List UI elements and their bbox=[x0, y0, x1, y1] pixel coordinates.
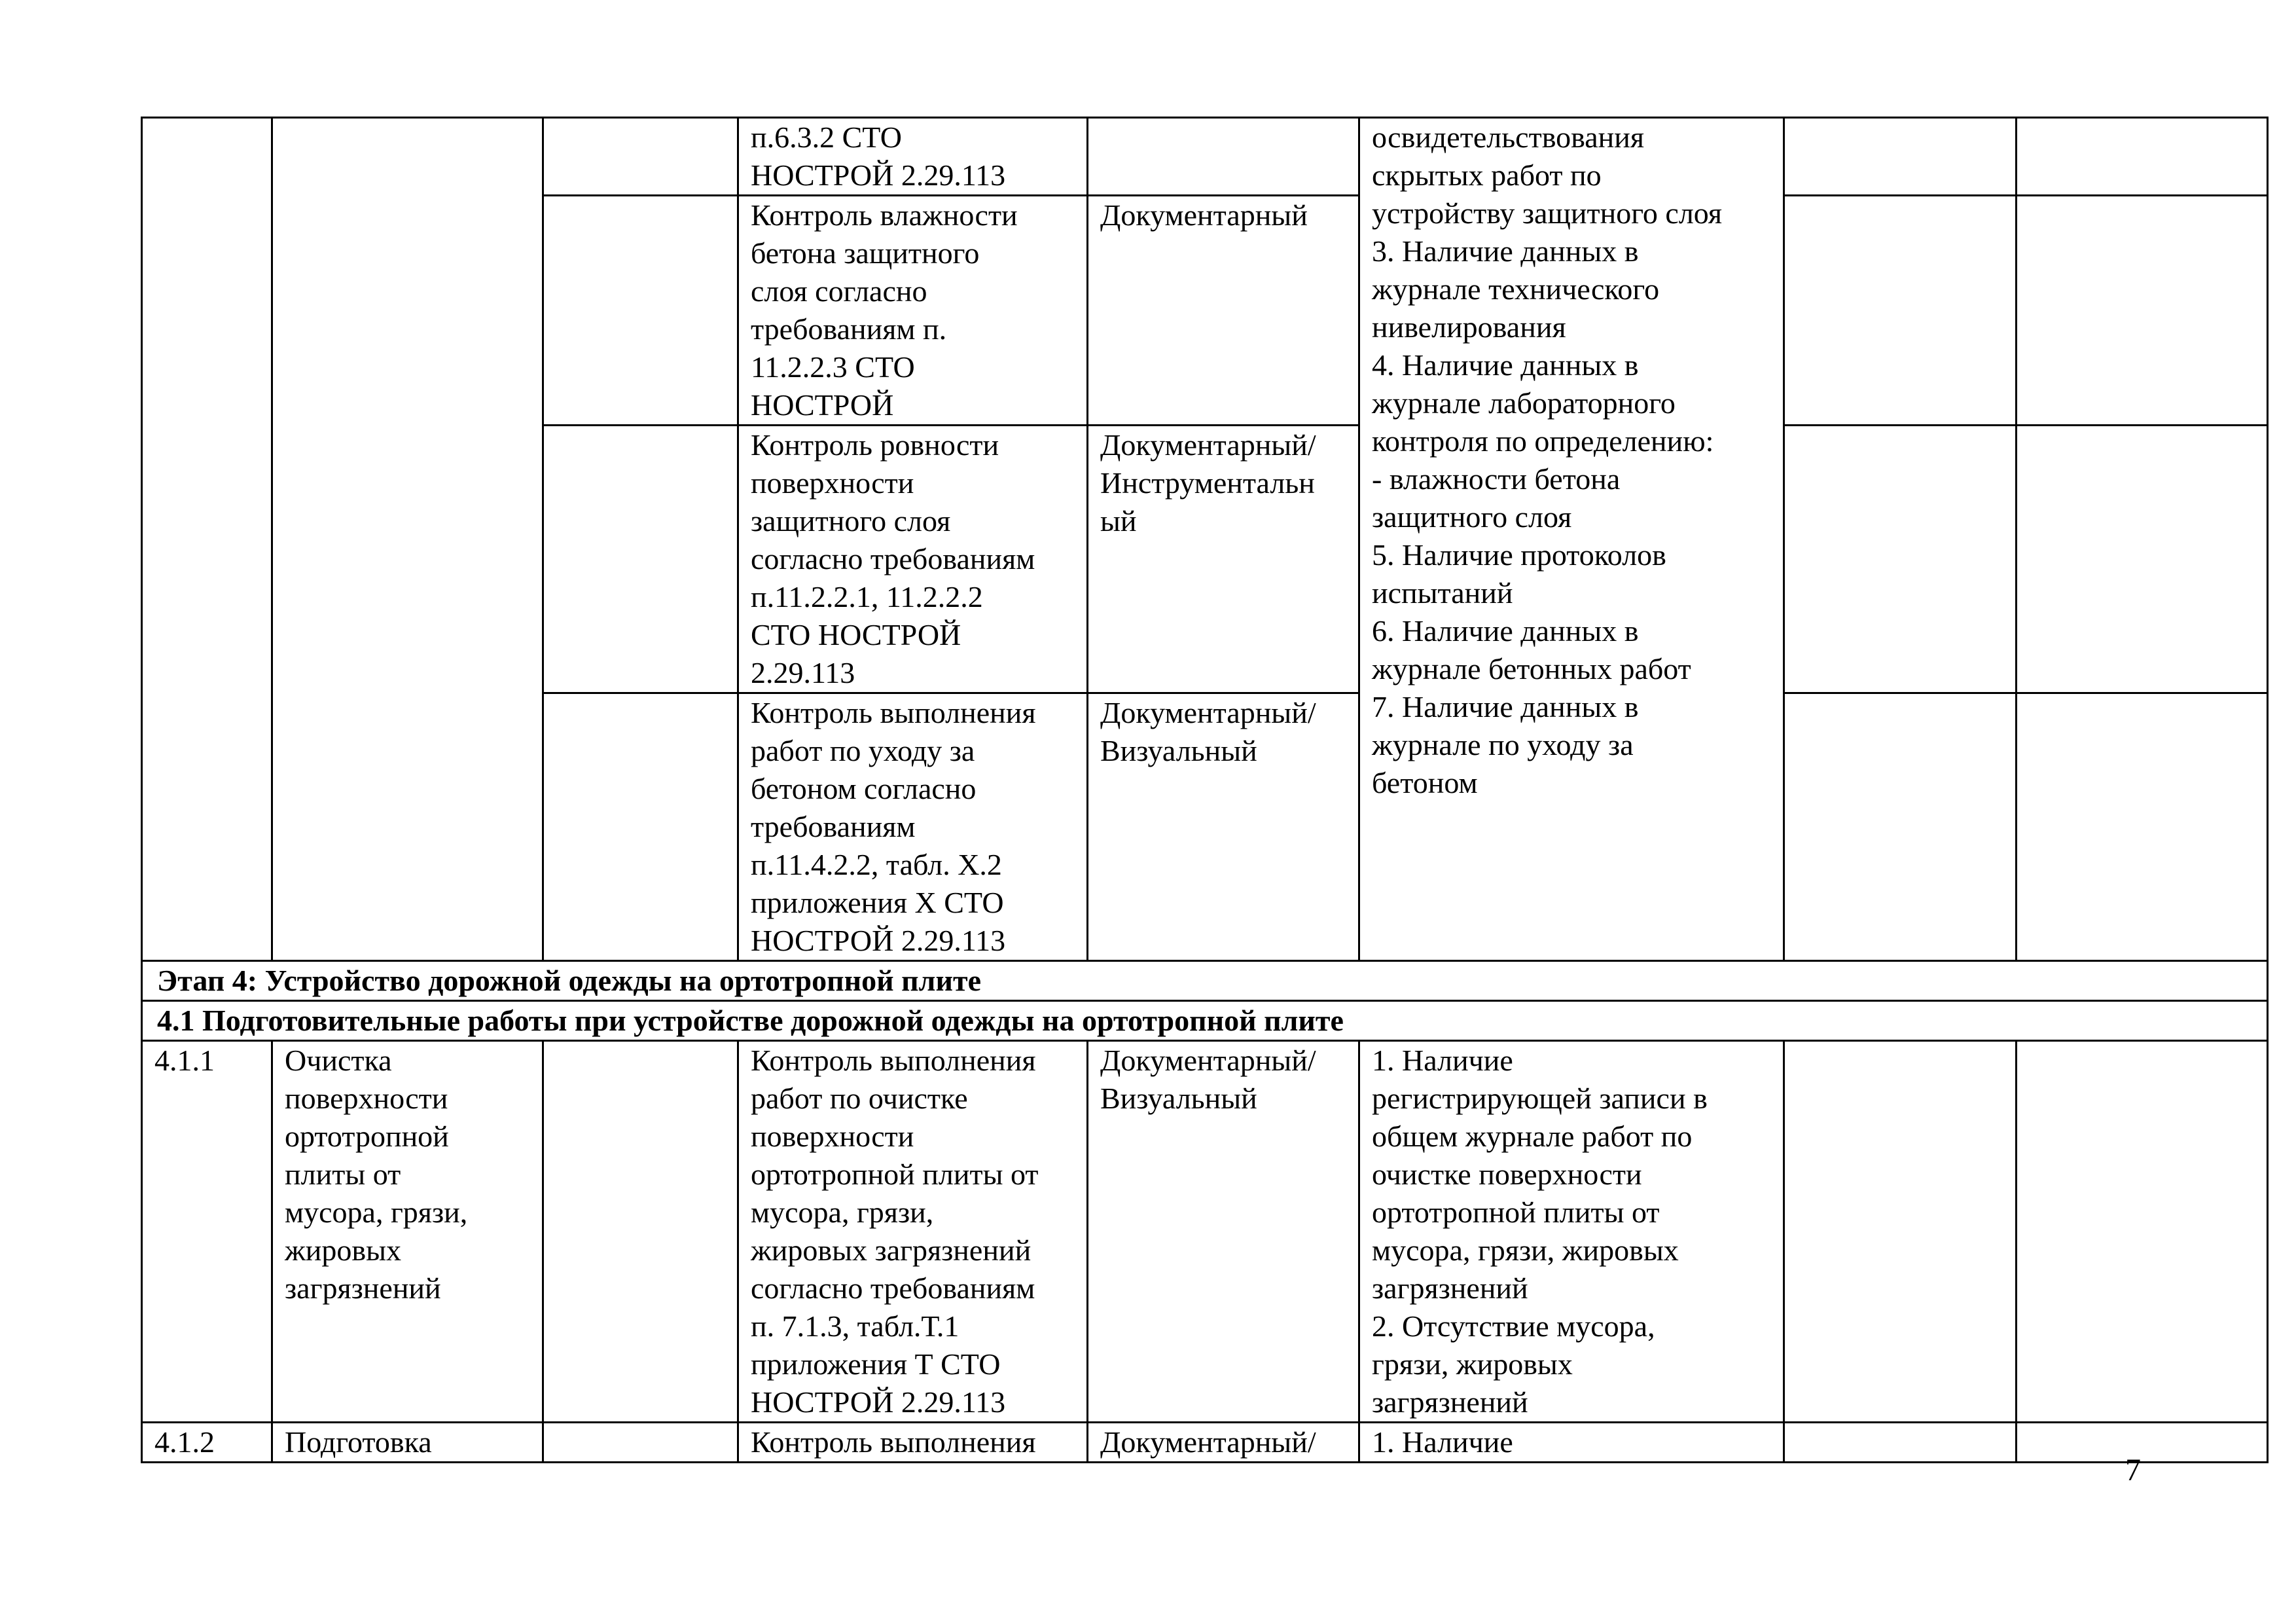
table-cell bbox=[2017, 693, 2268, 961]
cell-text: Контроль ровности поверхности защитного слоя согласно требованиям п.11.2.2.1, 11.2.2.2 СТО НОСТРОЙ 2.29.113 bbox=[751, 428, 1035, 689]
table-cell bbox=[1088, 118, 1359, 196]
table-row bbox=[142, 118, 2268, 196]
table-cell bbox=[1784, 1423, 2017, 1463]
control-result: 1. Наличие bbox=[1359, 1423, 1784, 1463]
table-cell bbox=[272, 118, 543, 961]
table-cell bbox=[142, 118, 272, 961]
cell-text: Контроль влажности бетона защитного слоя согласно требованиям п. 11.2.2.3 СТО НОСТРОЙ bbox=[751, 198, 1018, 422]
row-number: 4.1.2 bbox=[142, 1423, 272, 1463]
cell-text: Документарный/ Инструментальн ый bbox=[1100, 428, 1316, 538]
table-cell bbox=[1784, 426, 2017, 693]
table-cell bbox=[1784, 118, 2017, 196]
table-cell bbox=[738, 693, 1088, 961]
table-cell bbox=[2017, 1041, 2268, 1423]
table-cell bbox=[738, 426, 1088, 693]
table-cell bbox=[543, 426, 738, 693]
table-cell bbox=[543, 118, 738, 196]
stage-heading: Этап 4: Устройство дорожной одежды на ортотропной плите bbox=[142, 961, 2268, 1001]
cell-text: освидетельствования скрытых работ по устройству защитного слоя 3. Наличие данных в журнале технического нивелирования 4. Наличие данных в журнале лабораторного контроля по определению: - влажности бетона защитного слоя 5. Наличие протоколов испытаний 6. Наличие данных в журнале бетонных работ 7. Наличие данных в журнале по уходу за бетоном bbox=[1372, 120, 1723, 799]
control-description: Контроль выполнения bbox=[738, 1423, 1088, 1463]
table-cell bbox=[1784, 196, 2017, 426]
quality-control-table bbox=[141, 117, 2269, 1463]
stage-heading-row bbox=[142, 961, 2268, 1001]
page-number: 7 bbox=[2125, 1453, 2141, 1487]
section-heading-row bbox=[142, 1001, 2268, 1041]
table-cell bbox=[2017, 118, 2268, 196]
table-cell bbox=[2017, 1423, 2268, 1463]
table-cell bbox=[543, 693, 738, 961]
cell-text: Документарный/ Визуальный bbox=[1100, 696, 1316, 767]
table-cell bbox=[2017, 196, 2268, 426]
work-name: Очистка поверхности ортотропной плиты от мусора, грязи, жировых загрязнений bbox=[272, 1041, 543, 1423]
control-method: Документарный/ bbox=[1088, 1423, 1359, 1463]
control-result: 1. Наличие регистрирующей записи в общем журнале работ по очистке поверхности ортотропной плиты от мусора, грязи, жировых загрязнений 2. Отсутствие мусора, грязи, жировых загрязнений bbox=[1359, 1041, 1784, 1423]
table-row bbox=[142, 1041, 2268, 1423]
table-cell bbox=[543, 1041, 738, 1423]
cell-text: Контроль выполнения работ по уходу за бетоном согласно требованиям п.11.4.2.2, табл. Х.2 приложения Х СТО НОСТРОЙ 2.29.113 bbox=[751, 696, 1036, 957]
row-number: 4.1.1 bbox=[142, 1041, 272, 1423]
table-cell bbox=[543, 1423, 738, 1463]
cell-text: Документарный bbox=[1100, 198, 1308, 232]
table-row bbox=[142, 1423, 2268, 1463]
table-cell bbox=[1088, 693, 1359, 961]
table-cell bbox=[1784, 693, 2017, 961]
control-method: Документарный/ Визуальный bbox=[1088, 1041, 1359, 1423]
control-description: Контроль выполнения работ по очистке поверхности ортотропной плиты от мусора, грязи, жировых загрязнений согласно требованиям п. 7.1.3, табл.Т.1 приложения Т СТО НОСТРОЙ 2.29.113 bbox=[738, 1041, 1088, 1423]
table-cell bbox=[1359, 118, 1784, 961]
cell-text: п.6.3.2 СТО НОСТРОЙ 2.29.113 bbox=[751, 120, 1006, 192]
table-cell bbox=[738, 196, 1088, 426]
table-cell bbox=[1784, 1041, 2017, 1423]
table-cell bbox=[738, 118, 1088, 196]
table-cell bbox=[1088, 426, 1359, 693]
table-cell bbox=[1088, 196, 1359, 426]
section-heading: 4.1 Подготовительные работы при устройстве дорожной одежды на ортотропной плите bbox=[142, 1001, 2268, 1041]
work-name: Подготовка bbox=[272, 1423, 543, 1463]
table-cell bbox=[543, 196, 738, 426]
table-cell bbox=[2017, 426, 2268, 693]
